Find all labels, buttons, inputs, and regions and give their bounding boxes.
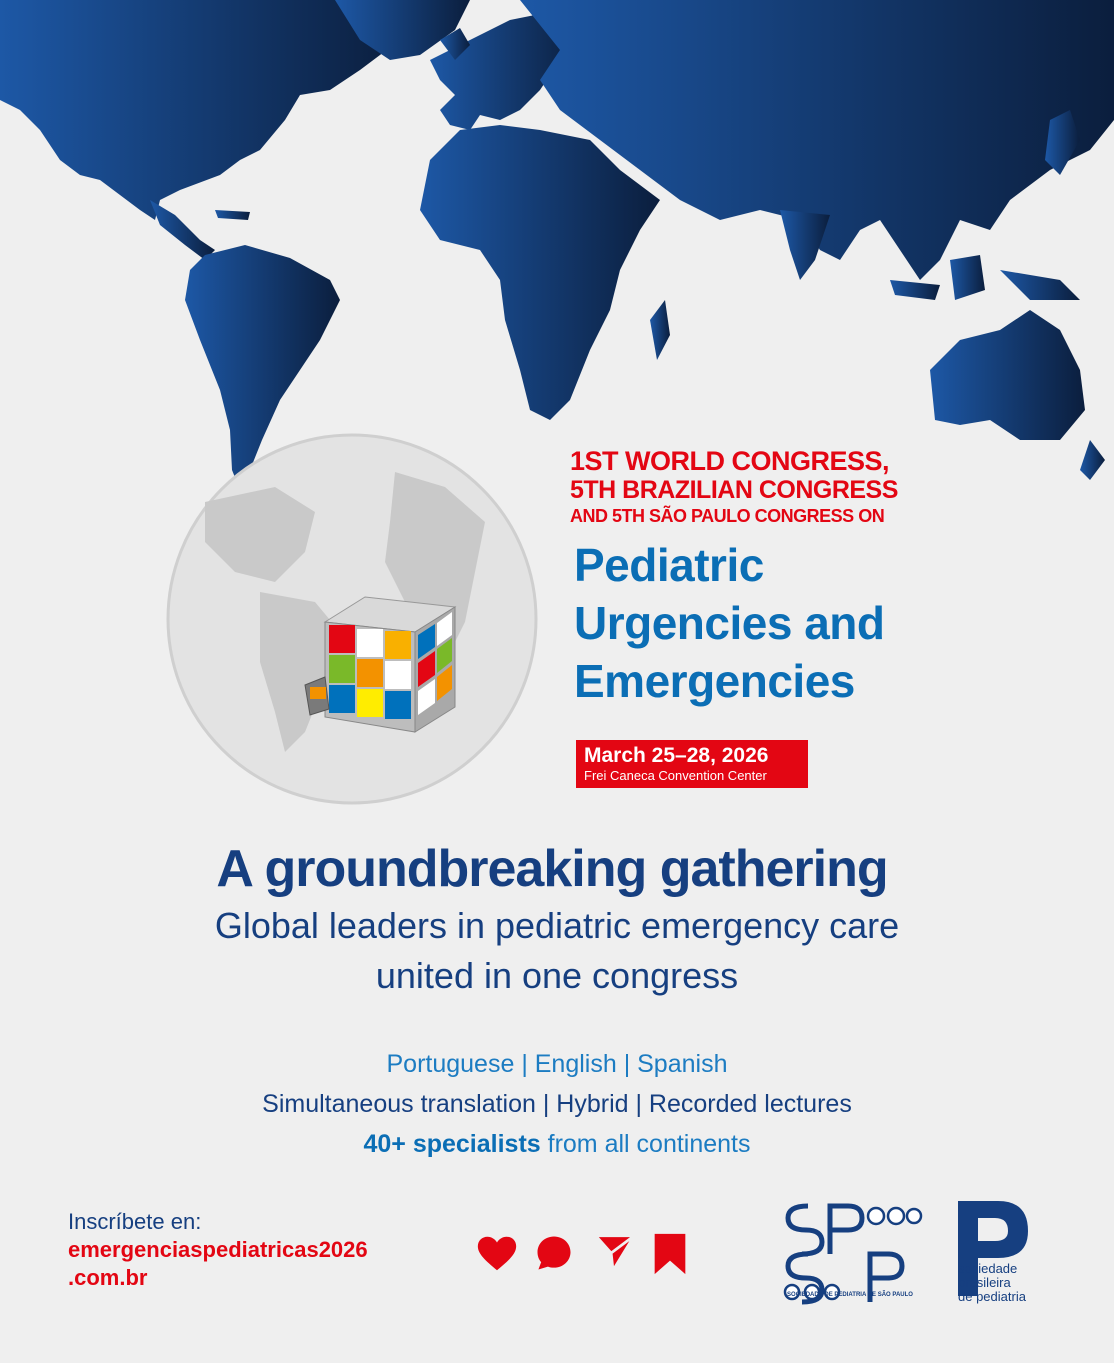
features-list xyxy=(0,1044,1114,1164)
tagline xyxy=(0,838,1114,1000)
specialists-line xyxy=(0,1124,1114,1164)
congress-title xyxy=(574,536,970,710)
signup-block xyxy=(68,1208,368,1292)
formats-line: Simultaneous translation | Hybrid | Recorded lectures xyxy=(262,1090,852,1118)
heading-line-1: 1ST WORLD CONGRESS, xyxy=(570,446,890,476)
title-line-3: Emergencies xyxy=(574,655,855,708)
event-date: March 25–28, 2026 xyxy=(584,744,769,767)
africa-shape xyxy=(420,125,660,420)
send-icon[interactable] xyxy=(592,1230,638,1281)
tagline-sub-1: Global leaders in pediatric emergency care xyxy=(214,905,900,946)
title-line-1: Pediatric xyxy=(574,539,764,592)
australia-shape xyxy=(930,310,1085,440)
sbp-wordmark xyxy=(958,1262,1026,1304)
specialists-rest: from all continents xyxy=(540,1130,751,1158)
sbp-line-3: de pediatria xyxy=(958,1289,1026,1304)
heart-icon[interactable] xyxy=(474,1230,520,1281)
event-date-badge xyxy=(576,740,808,788)
title-line-2: Urgencies and xyxy=(574,597,885,650)
comment-icon[interactable] xyxy=(532,1230,576,1281)
languages-line: Portuguese | English | Spanish xyxy=(386,1050,728,1078)
north-america-shape xyxy=(0,0,400,220)
signup-label: Inscríbete en: xyxy=(68,1209,202,1234)
bookmark-icon[interactable] xyxy=(650,1230,690,1281)
signup-url-line-2[interactable]: .com.br xyxy=(68,1265,148,1290)
sbp-line-1: sociedade xyxy=(958,1261,1018,1276)
spsp-logo xyxy=(778,1196,923,1306)
congress-heading xyxy=(570,446,970,710)
tagline-sub-2: united in one congress xyxy=(375,955,739,996)
tagline-headline: A groundbreaking gathering xyxy=(216,840,888,898)
globe-illustration xyxy=(165,432,540,807)
heading-line-3: AND 5TH SÃO PAULO CONGRESS ON xyxy=(570,506,885,527)
sbp-line-2: brasileira xyxy=(958,1275,1011,1290)
signup-url-line-1[interactable]: emergenciaspediatricas2026 xyxy=(68,1237,368,1262)
heading-line-2: 5TH BRAZILIAN CONGRESS xyxy=(570,476,898,505)
event-venue: Frei Caneca Convention Center xyxy=(584,768,767,783)
specialists-count: 40+ specialists xyxy=(363,1130,541,1158)
spsp-caption: SOCIEDADE DE PEDIATRIA DE SÃO PAULO xyxy=(787,1292,913,1298)
